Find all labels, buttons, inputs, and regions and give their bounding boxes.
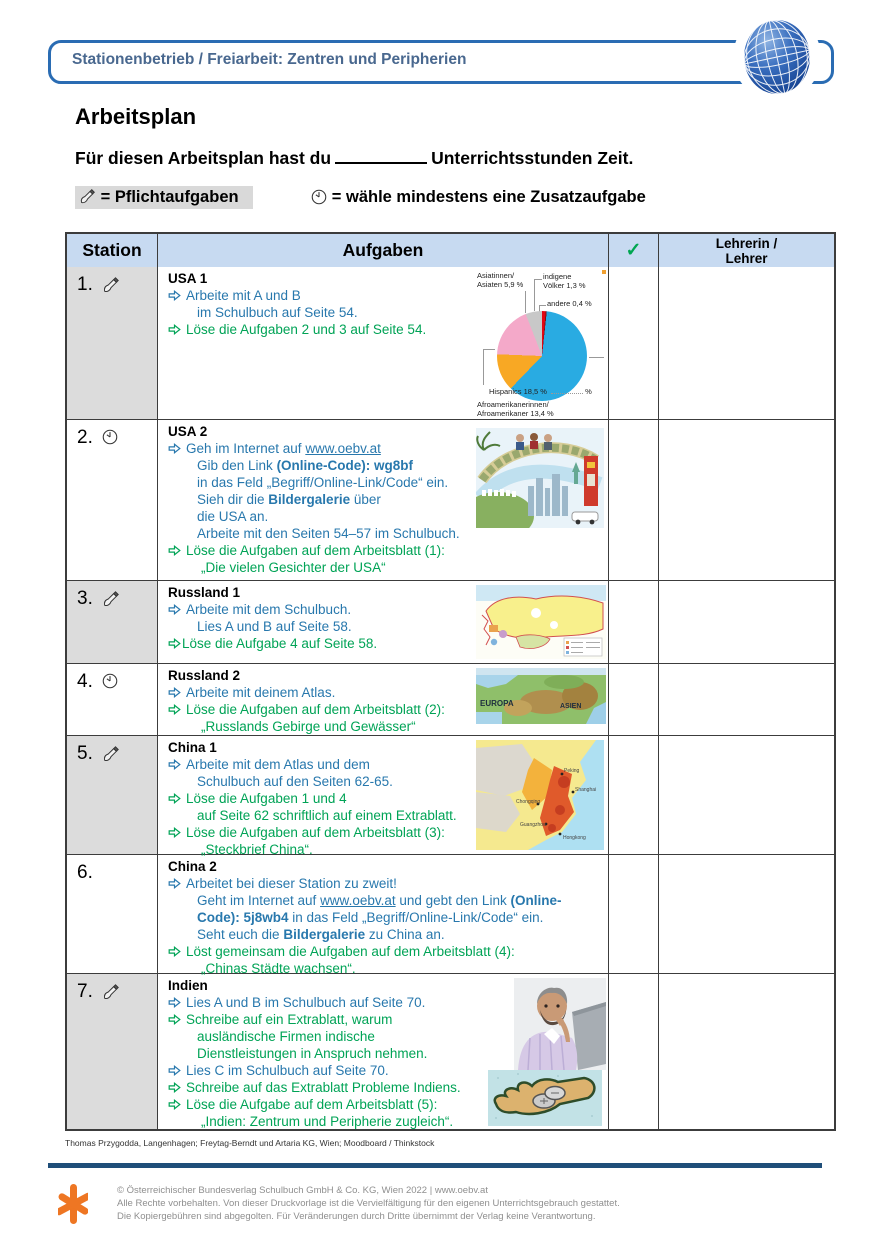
svg-text:ASIEN: ASIEN bbox=[560, 703, 582, 710]
legend-line bbox=[75, 188, 646, 207]
task-text: in das Feld „Begriff/Online-Link/Code“ ein. bbox=[197, 475, 449, 490]
duration-blank-field bbox=[335, 148, 427, 164]
station-number: 5. bbox=[77, 743, 93, 764]
station-number: 2. bbox=[77, 427, 93, 448]
task-text: Geh im Internet auf bbox=[186, 441, 306, 456]
task-arrow-icon bbox=[168, 1065, 181, 1076]
pie-label-other: andere 0,4 % bbox=[547, 299, 592, 308]
task-arrow-icon bbox=[168, 704, 181, 715]
pie-leader-line bbox=[534, 279, 542, 280]
link-text[interactable]: www.oebv.at bbox=[305, 441, 381, 456]
header-teacher bbox=[658, 234, 834, 267]
table-row bbox=[67, 267, 834, 419]
india-images bbox=[488, 978, 606, 1126]
task-title: USA 1 bbox=[168, 271, 208, 286]
task-line bbox=[168, 542, 608, 559]
tasks-cell bbox=[157, 736, 608, 857]
pen-hand-icon bbox=[102, 276, 120, 294]
pen-hand-icon bbox=[102, 590, 120, 608]
table-row bbox=[67, 735, 834, 857]
task-text: die USA an. bbox=[197, 509, 269, 524]
task-arrow-icon bbox=[168, 1014, 181, 1025]
teacher-cell bbox=[658, 974, 834, 1129]
task-text: Arbeite mit A und B bbox=[186, 288, 301, 303]
pie-dotted-leader bbox=[551, 385, 583, 394]
russia-physical-map-image bbox=[476, 668, 606, 724]
pie-leader-line bbox=[525, 291, 526, 313]
station-number: 1. bbox=[77, 274, 93, 295]
teacher-cell bbox=[658, 855, 834, 973]
usa-collage-image bbox=[476, 428, 604, 528]
pie-leader-line bbox=[534, 279, 535, 311]
task-text: „Die vielen Gesichter der USA“ bbox=[201, 560, 386, 575]
task-text: Schulbuch auf den Seiten 62-65. bbox=[197, 774, 393, 789]
table-body bbox=[67, 267, 834, 1129]
table-row bbox=[67, 663, 834, 735]
task-text: Bildergalerie bbox=[268, 492, 351, 507]
legend-optional bbox=[311, 188, 646, 206]
task-arrow-icon bbox=[168, 793, 181, 804]
pie-label-indigenous: indigene Völker 1,3 % bbox=[543, 272, 586, 290]
teacher-cell bbox=[658, 664, 834, 735]
station-number: 7. bbox=[77, 981, 93, 1002]
footer-rule bbox=[48, 1163, 822, 1168]
task-arrow-icon bbox=[168, 443, 181, 454]
tasks-cell bbox=[157, 581, 608, 663]
check-cell bbox=[608, 974, 658, 1129]
task-text: Sieh dir die bbox=[197, 492, 269, 507]
svg-text:Shanghai: Shanghai bbox=[575, 787, 597, 793]
duration-prefix: Für diesen Arbeitsplan hast du bbox=[75, 148, 332, 168]
station-number: 3. bbox=[77, 588, 93, 609]
header-station: Station bbox=[82, 240, 142, 260]
task-title: China 2 bbox=[168, 859, 217, 874]
pie-leader-line bbox=[539, 305, 546, 306]
pie-leader-line bbox=[483, 349, 484, 385]
task-text: Löse die Aufgabe 4 auf Seite 58. bbox=[182, 636, 378, 651]
task-text: zu China an. bbox=[365, 927, 445, 942]
check-cell bbox=[608, 420, 658, 580]
header-check: ✓ bbox=[608, 234, 658, 267]
link-text[interactable]: www.oebv.at bbox=[320, 893, 396, 908]
task-arrow-icon bbox=[168, 324, 181, 335]
task-line bbox=[168, 926, 608, 943]
task-text: Arbeite mit dem Atlas und dem bbox=[186, 757, 370, 772]
legend-mandatory bbox=[75, 186, 253, 209]
check-cell bbox=[608, 736, 658, 854]
task-arrow-icon bbox=[168, 290, 181, 301]
task-text: (Online-Code): wg8bf bbox=[276, 458, 414, 473]
task-arrow-icon bbox=[168, 878, 181, 889]
task-line bbox=[168, 559, 608, 576]
task-title: Indien bbox=[168, 978, 208, 993]
station-cell bbox=[67, 974, 157, 1129]
tasks-cell bbox=[157, 974, 608, 1129]
russia-political-map-image bbox=[476, 585, 606, 659]
teacher-cell bbox=[658, 581, 834, 663]
table-row bbox=[67, 854, 834, 976]
task-arrow-icon bbox=[168, 946, 181, 957]
clock-icon bbox=[102, 429, 118, 445]
station-number: 4. bbox=[77, 671, 93, 692]
pie-label-african-americans: Afroamerikanerinnen/ Afroamerikaner 13,4 % bbox=[477, 400, 554, 418]
legend-mandatory-label: = Pflichtaufgaben bbox=[100, 188, 239, 206]
task-text: „Indien: Zentrum und Peripherie zugleich“. bbox=[201, 1114, 454, 1129]
task-text: Arbeite mit dem Schulbuch. bbox=[186, 602, 352, 617]
task-text: Dienstleistungen in Anspruch nehmen. bbox=[197, 1046, 428, 1061]
task-text: Gib den Link bbox=[197, 458, 277, 473]
task-text: Code): 5j8wb4 bbox=[197, 910, 289, 925]
task-text: (Online- bbox=[510, 893, 562, 908]
task-text: Löse die Aufgabe auf dem Arbeitsblatt (5): bbox=[186, 1097, 438, 1112]
tasks-cell bbox=[157, 420, 608, 580]
credits-line: Thomas Przygodda, Langenhagen; Freytag-Berndt und Artaria KG, Wien; Moodboard / Thinkstock bbox=[65, 1138, 435, 1148]
clock-icon bbox=[102, 673, 118, 689]
svg-text:EUROPA: EUROPA bbox=[480, 699, 514, 708]
check-cell bbox=[608, 581, 658, 663]
header-tasks: Aufgaben bbox=[157, 234, 608, 267]
pie-label-hispanics: Hispanics 18,5 % bbox=[489, 387, 547, 396]
task-arrow-icon bbox=[168, 827, 181, 838]
task-arrow-icon bbox=[168, 638, 181, 649]
pen-hand-icon bbox=[102, 745, 120, 763]
task-arrow-icon bbox=[168, 687, 181, 698]
task-text: und gebt den Link bbox=[395, 893, 511, 908]
svg-text:Chongqing: Chongqing bbox=[516, 799, 541, 805]
task-text: Löst gemeinsam die Aufgaben auf dem Arbeitsblatt (4): bbox=[186, 944, 515, 959]
header-teacher-line1: Lehrerin / bbox=[715, 235, 778, 251]
task-title: Russland 1 bbox=[168, 585, 241, 600]
task-text: Löse die Aufgaben 2 und 3 auf Seite 54. bbox=[186, 322, 427, 337]
task-text: Löse die Aufgaben auf dem Arbeitsblatt (2): bbox=[186, 702, 445, 717]
footer-line2: Alle Rechte vorbehalten. Von dieser Druckvorlage ist die Vervielfältigung für den eigenen Unterrichtsgebrauch gestattet. bbox=[117, 1198, 620, 1209]
task-arrow-icon bbox=[168, 1082, 181, 1093]
task-text: Lies A und B auf Seite 58. bbox=[197, 619, 352, 634]
station-cell bbox=[67, 736, 157, 854]
task-line bbox=[168, 892, 608, 909]
pie-leader-line bbox=[483, 349, 495, 350]
legend-optional-label: = wähle mindestens eine Zusatzaufgabe bbox=[331, 188, 646, 206]
duration-line bbox=[75, 148, 633, 169]
task-text: Arbeite mit deinem Atlas. bbox=[186, 685, 336, 700]
task-title: China 1 bbox=[168, 740, 217, 755]
task-arrow-icon bbox=[168, 1099, 181, 1110]
duration-suffix: Unterrichtsstunden Zeit. bbox=[431, 148, 634, 168]
china-density-map-image bbox=[476, 740, 604, 850]
table-header-row bbox=[67, 234, 834, 267]
task-arrow-icon bbox=[168, 604, 181, 615]
task-text: Bildergalerie bbox=[283, 927, 366, 942]
footer-text bbox=[117, 1184, 620, 1223]
clock-icon bbox=[311, 189, 327, 205]
task-line bbox=[168, 909, 608, 926]
task-text: auf Seite 62 schriftlich auf einem Extrablatt. bbox=[197, 808, 457, 823]
pen-hand-icon bbox=[102, 983, 120, 1001]
task-text: Schreibe auf ein Extrablatt, warum bbox=[186, 1012, 393, 1027]
globe-logo-icon bbox=[742, 18, 812, 96]
task-text: „Chinas Städte wachsen“. bbox=[201, 961, 356, 976]
task-text: Lies A und B im Schulbuch auf Seite 70. bbox=[186, 995, 426, 1010]
svg-text:Hongkong: Hongkong bbox=[563, 835, 586, 841]
tasks-cell bbox=[157, 664, 608, 735]
task-text: Löse die Aufgaben 1 und 4 bbox=[186, 791, 347, 806]
task-line bbox=[168, 875, 608, 892]
oebv-logo-icon bbox=[58, 1183, 88, 1225]
india-outsourcing-photo bbox=[514, 978, 606, 1070]
teacher-cell bbox=[658, 420, 834, 580]
check-cell bbox=[608, 855, 658, 973]
teacher-cell bbox=[658, 267, 834, 419]
task-text: Löse die Aufgaben auf dem Arbeitsblatt (3): bbox=[186, 825, 445, 840]
task-arrow-icon bbox=[168, 759, 181, 770]
footer-line1: © Österreichischer Bundesverlag Schulbuch GmbH & Co. KG, Wien 2022 | www.oebv.at bbox=[117, 1185, 488, 1196]
hand-with-coins-cartoon bbox=[488, 1070, 602, 1126]
tasks-cell bbox=[157, 267, 608, 419]
usa-population-pie-chart bbox=[477, 269, 607, 418]
svg-text:Guangzhou: Guangzhou bbox=[520, 822, 546, 828]
worksheet-table bbox=[65, 232, 836, 1131]
pie-label-asians: Asiatinnen/ Asiaten 5,9 % bbox=[477, 271, 524, 289]
teacher-cell bbox=[658, 736, 834, 854]
station-cell bbox=[67, 581, 157, 663]
pie-leader-line bbox=[589, 357, 604, 358]
task-text: Geht im Internet auf bbox=[197, 893, 321, 908]
task-title: Russland 2 bbox=[168, 668, 241, 683]
station-cell bbox=[67, 855, 157, 973]
svg-text:Peking: Peking bbox=[564, 768, 580, 774]
table-row bbox=[67, 419, 834, 580]
task-text: Arbeite mit den Seiten 54–57 im Schulbuch. bbox=[197, 526, 460, 541]
station-number: 6. bbox=[77, 862, 93, 883]
task-text: im Schulbuch auf Seite 54. bbox=[197, 305, 358, 320]
task-line bbox=[168, 943, 608, 960]
check-cell bbox=[608, 267, 658, 419]
pie-label-blank: % bbox=[551, 385, 592, 396]
task-arrow-icon bbox=[168, 545, 181, 556]
task-text: Seht euch die bbox=[197, 927, 284, 942]
page-title: Arbeitsplan bbox=[75, 104, 197, 129]
task-text: in das Feld „Begriff/Online-Link/Code“ ein. bbox=[288, 910, 544, 925]
pie-marker bbox=[602, 270, 606, 274]
tasks-cell bbox=[157, 855, 608, 976]
task-title: USA 2 bbox=[168, 424, 208, 439]
task-text: über bbox=[350, 492, 381, 507]
table-row bbox=[67, 973, 834, 1129]
task-text: „Russlands Gebirge und Gewässer“ bbox=[201, 719, 416, 734]
station-cell bbox=[67, 420, 157, 580]
task-text: „Steckbrief China“. bbox=[201, 842, 313, 857]
station-cell bbox=[67, 267, 157, 419]
task-text: Löse die Aufgaben auf dem Arbeitsblatt (1): bbox=[186, 543, 445, 558]
task-text: Lies C im Schulbuch auf Seite 70. bbox=[186, 1063, 389, 1078]
check-cell bbox=[608, 664, 658, 735]
banner-title: Stationenbetrieb / Freiarbeit: Zentren und Peripherien bbox=[72, 51, 467, 68]
task-arrow-icon bbox=[168, 997, 181, 1008]
pen-hand-icon bbox=[79, 188, 96, 205]
table-row bbox=[67, 580, 834, 663]
footer-line3: Die Kopiergebühren sind abgegolten. Für Veränderungen durch Dritte übernimmt der Verlag keine Verantwortung. bbox=[117, 1211, 596, 1222]
station-cell bbox=[67, 664, 157, 735]
task-text: Arbeitet bei dieser Station zu zweit! bbox=[186, 876, 397, 891]
header-teacher-line2: Lehrer bbox=[725, 250, 768, 266]
task-text: ausländische Firmen indische bbox=[197, 1029, 375, 1044]
task-text: Schreibe auf das Extrablatt Probleme Indiens. bbox=[186, 1080, 461, 1095]
